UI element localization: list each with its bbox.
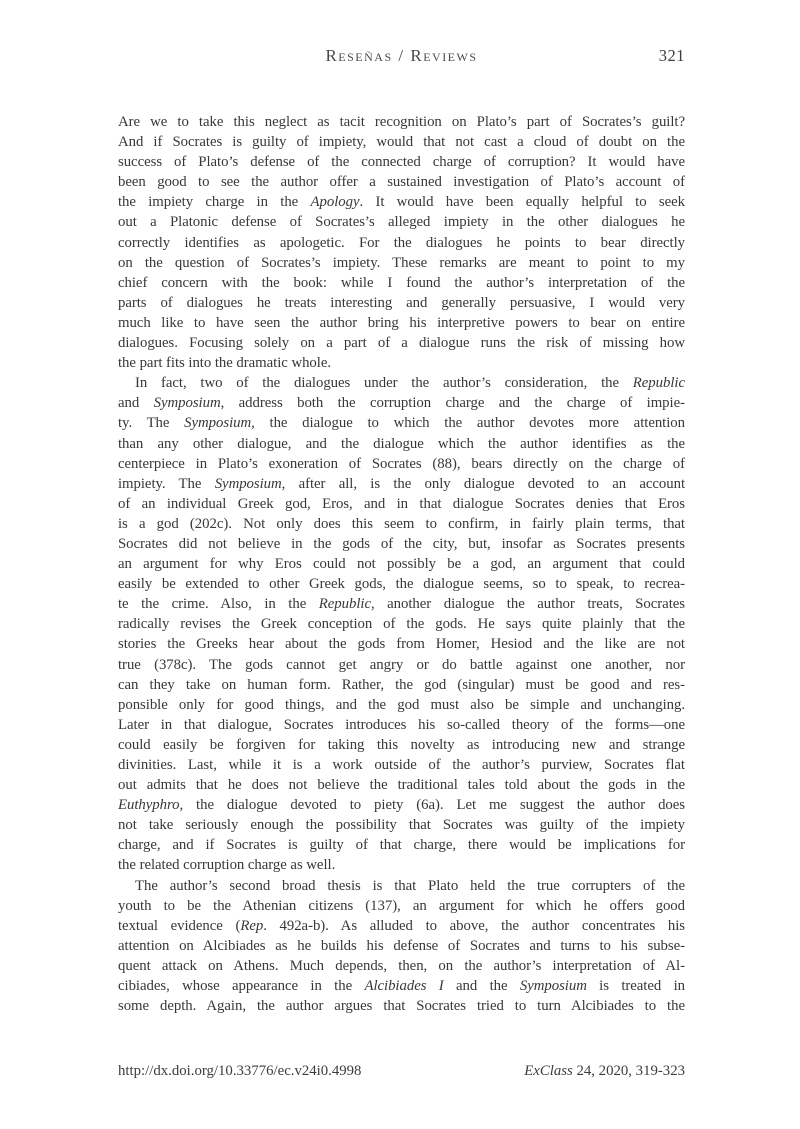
text-line xyxy=(118,795,685,815)
text-line xyxy=(118,735,685,755)
italic-run: Symposium xyxy=(153,395,221,412)
text-run: cibiades, whose appearance in the xyxy=(118,978,365,995)
italic-run: Republic xyxy=(318,596,371,613)
text-run: out admits that he does not believe the traditional tales told about the gods in the xyxy=(118,777,685,794)
section-title: Reseñas / Reviews xyxy=(325,46,478,65)
text-run: correctly identifies as apologetic. For the dialogues he points to bear directly xyxy=(118,234,685,251)
italic-run: ExClass xyxy=(524,1063,573,1079)
text-run: success of Plato’s defense of the connected charge of corruption? It would have xyxy=(118,154,685,171)
text-line xyxy=(118,212,685,232)
text-line xyxy=(118,675,685,695)
page-number: 321 xyxy=(658,46,685,65)
text-run: textual evidence ( xyxy=(118,917,241,934)
text-run: , address both the corruption charge and the charge of impie- xyxy=(220,395,685,412)
text-run: and the xyxy=(443,978,520,995)
text-run: of an individual Greek god, Eros, and in that dialogue Socrates denies that Eros xyxy=(118,495,685,512)
text-line xyxy=(118,574,685,594)
text-line xyxy=(118,434,685,454)
text-run: impiety. The xyxy=(118,475,215,492)
text-line xyxy=(118,313,685,333)
italic-run: Symposium xyxy=(519,978,587,995)
text-run: . 492a-b). As alluded to above, the author concentrates his xyxy=(263,917,685,934)
text-run: is a god (202c). Not only does this seem to confirm, in fairly plain terms, that xyxy=(118,515,685,532)
text-line xyxy=(118,755,685,775)
text-line xyxy=(118,413,685,433)
text-line xyxy=(118,152,685,172)
text-run: is treated in xyxy=(586,978,685,995)
text-run: In fact, two of the dialogues under the author’s consideration, the xyxy=(135,375,633,392)
text-line xyxy=(118,132,685,152)
italic-run: Republic xyxy=(632,375,685,392)
text-run: much like to have seen the author bring his interpretive powers to bear on entire xyxy=(118,314,685,331)
text-run: on the question of Socrates’s impiety. These remarks are meant to point to my xyxy=(118,254,685,271)
text-run: Later in that dialogue, Socrates introduces his so-called theory of the forms—one xyxy=(118,716,685,733)
text-run: Socrates did not believe in the gods of the city, but, insofar as Socrates presents xyxy=(118,535,685,552)
text-run: some depth. Again, the author argues that Socrates tried to turn Alcibiades to the xyxy=(118,998,685,1015)
text-run: the impiety charge in the xyxy=(118,194,311,211)
text-run: the part fits into the dramatic whole. xyxy=(118,355,332,372)
journal-citation xyxy=(524,1063,685,1080)
text-line xyxy=(118,996,685,1016)
text-line xyxy=(118,554,685,574)
text-line xyxy=(118,976,685,996)
text-run: chief concern with the book: while I found the author’s interpretation of the xyxy=(118,274,685,291)
text-line xyxy=(118,273,685,293)
text-line xyxy=(118,936,685,956)
text-line xyxy=(118,594,685,614)
text-run: attention on Alcibiades as he builds his defense of Socrates and turns to his subse- xyxy=(118,937,685,954)
text-run: , the dialogue to which the author devotes more attention xyxy=(251,415,685,432)
text-line xyxy=(118,715,685,735)
text-run: been good to see the author offer a sustained investigation of Plato’s account of xyxy=(118,174,685,191)
text-line xyxy=(118,855,685,875)
text-line xyxy=(118,655,685,675)
text-run: quent attack on Athens. Much depends, then, on the author’s interpretation of Al- xyxy=(118,957,685,974)
text-run: te the crime. Also, in the xyxy=(118,596,319,613)
text-line xyxy=(118,172,685,192)
text-line xyxy=(118,916,685,936)
text-line xyxy=(118,474,685,494)
text-line xyxy=(118,494,685,514)
text-line xyxy=(118,112,685,132)
text-run: 24, 2020, 319-323 xyxy=(572,1063,685,1079)
text-run: . It would have been equally helpful to seek xyxy=(359,194,685,211)
text-run: can they take on human form. Rather, the god (singular) must be good and res- xyxy=(118,676,685,693)
text-run: Are we to take this neglect as tacit recognition on Plato’s part of Socrates’s guilt? xyxy=(118,114,685,130)
text-run: and xyxy=(118,395,154,412)
text-run: stories the Greeks hear about the gods from Homer, Hesiod and the like are not xyxy=(118,636,685,653)
text-run: ty. The xyxy=(118,415,185,432)
italic-run: Symposium xyxy=(214,475,282,492)
text-run: , the dialogue devoted to piety (6a). Let me suggest the author does xyxy=(179,797,685,814)
text-run: , after all, is the only dialogue devoted to an account xyxy=(281,475,685,492)
text-line xyxy=(118,233,685,253)
text-run: could easily be forgiven for taking this novelty as introducing new and strange xyxy=(118,736,685,753)
text-run: The author’s second broad thesis is that Plato held the true corrupters of the xyxy=(135,877,685,894)
doi-link[interactable]: http://dx.doi.org/10.33776/ec.v24i0.4998 xyxy=(118,1063,362,1079)
text-line xyxy=(118,835,685,855)
italic-run: Euthyphro xyxy=(118,797,180,814)
review-body-text xyxy=(118,112,685,1016)
text-run: easily be extended to other Greek gods, the dialogue seems, so to speak, to recrea- xyxy=(118,576,685,593)
text-line xyxy=(118,393,685,413)
text-run: the related corruption charge as well. xyxy=(118,857,336,874)
italic-run: Alcibiades I xyxy=(364,978,444,995)
text-run: than any other dialogue, and the dialogue which the author identifies as the xyxy=(118,435,685,452)
text-run: dialogues. Focusing solely on a part of a dialogue runs the risk of missing how xyxy=(118,335,685,352)
text-line xyxy=(118,293,685,313)
text-run: not take seriously enough the possibility that Socrates was guilty of the impiety xyxy=(118,817,685,834)
italic-run: Apology xyxy=(310,194,360,211)
text-line xyxy=(118,956,685,976)
page-header xyxy=(118,46,685,68)
text-run: true (378c). The gods cannot get angry or do battle against one another, nor xyxy=(118,656,685,673)
text-line xyxy=(118,514,685,534)
text-run: divinities. Last, while it is a work outside of the author’s purview, Socrates flat xyxy=(118,757,685,773)
text-line xyxy=(118,353,685,373)
text-run: parts of dialogues he treats interesting and generally persuasive, I would very xyxy=(118,294,685,311)
text-run: out a Platonic defense of Socrates’s alleged impiety in the other dialogues he xyxy=(118,214,685,231)
text-run: an argument for why Eros could not possibly be a god, an argument that could xyxy=(118,556,685,573)
text-line xyxy=(118,896,685,916)
text-run: charge, and if Socrates is guilty of that charge, there would be implications for xyxy=(118,837,685,854)
text-line xyxy=(118,534,685,554)
text-line xyxy=(118,192,685,212)
text-run: , another dialogue the author treats, Socrates xyxy=(370,596,685,613)
text-run: radically revises the Greek conception of the gods. He says quite plainly that the xyxy=(118,616,685,633)
text-line xyxy=(118,695,685,715)
text-run: centerpiece in Plato’s exoneration of Socrates (88), bears directly on the charge of xyxy=(118,455,685,472)
text-line xyxy=(118,373,685,393)
text-line xyxy=(118,454,685,474)
text-line xyxy=(118,614,685,634)
italic-run: Symposium xyxy=(184,415,252,432)
italic-run: Rep xyxy=(240,917,264,934)
text-run: youth to be the Athenian citizens (137), an argument for which he offers good xyxy=(118,897,685,914)
text-line xyxy=(118,634,685,654)
text-line xyxy=(118,333,685,353)
text-line xyxy=(118,815,685,835)
page-footer xyxy=(118,1063,685,1080)
text-run: ponsible only for good things, and the god must also be simple and unchanging. xyxy=(118,696,685,713)
text-line xyxy=(118,876,685,896)
text-line xyxy=(118,253,685,273)
text-run: And if Socrates is guilty of impiety, would that not cast a cloud of doubt on the xyxy=(118,134,685,151)
text-line xyxy=(118,775,685,795)
